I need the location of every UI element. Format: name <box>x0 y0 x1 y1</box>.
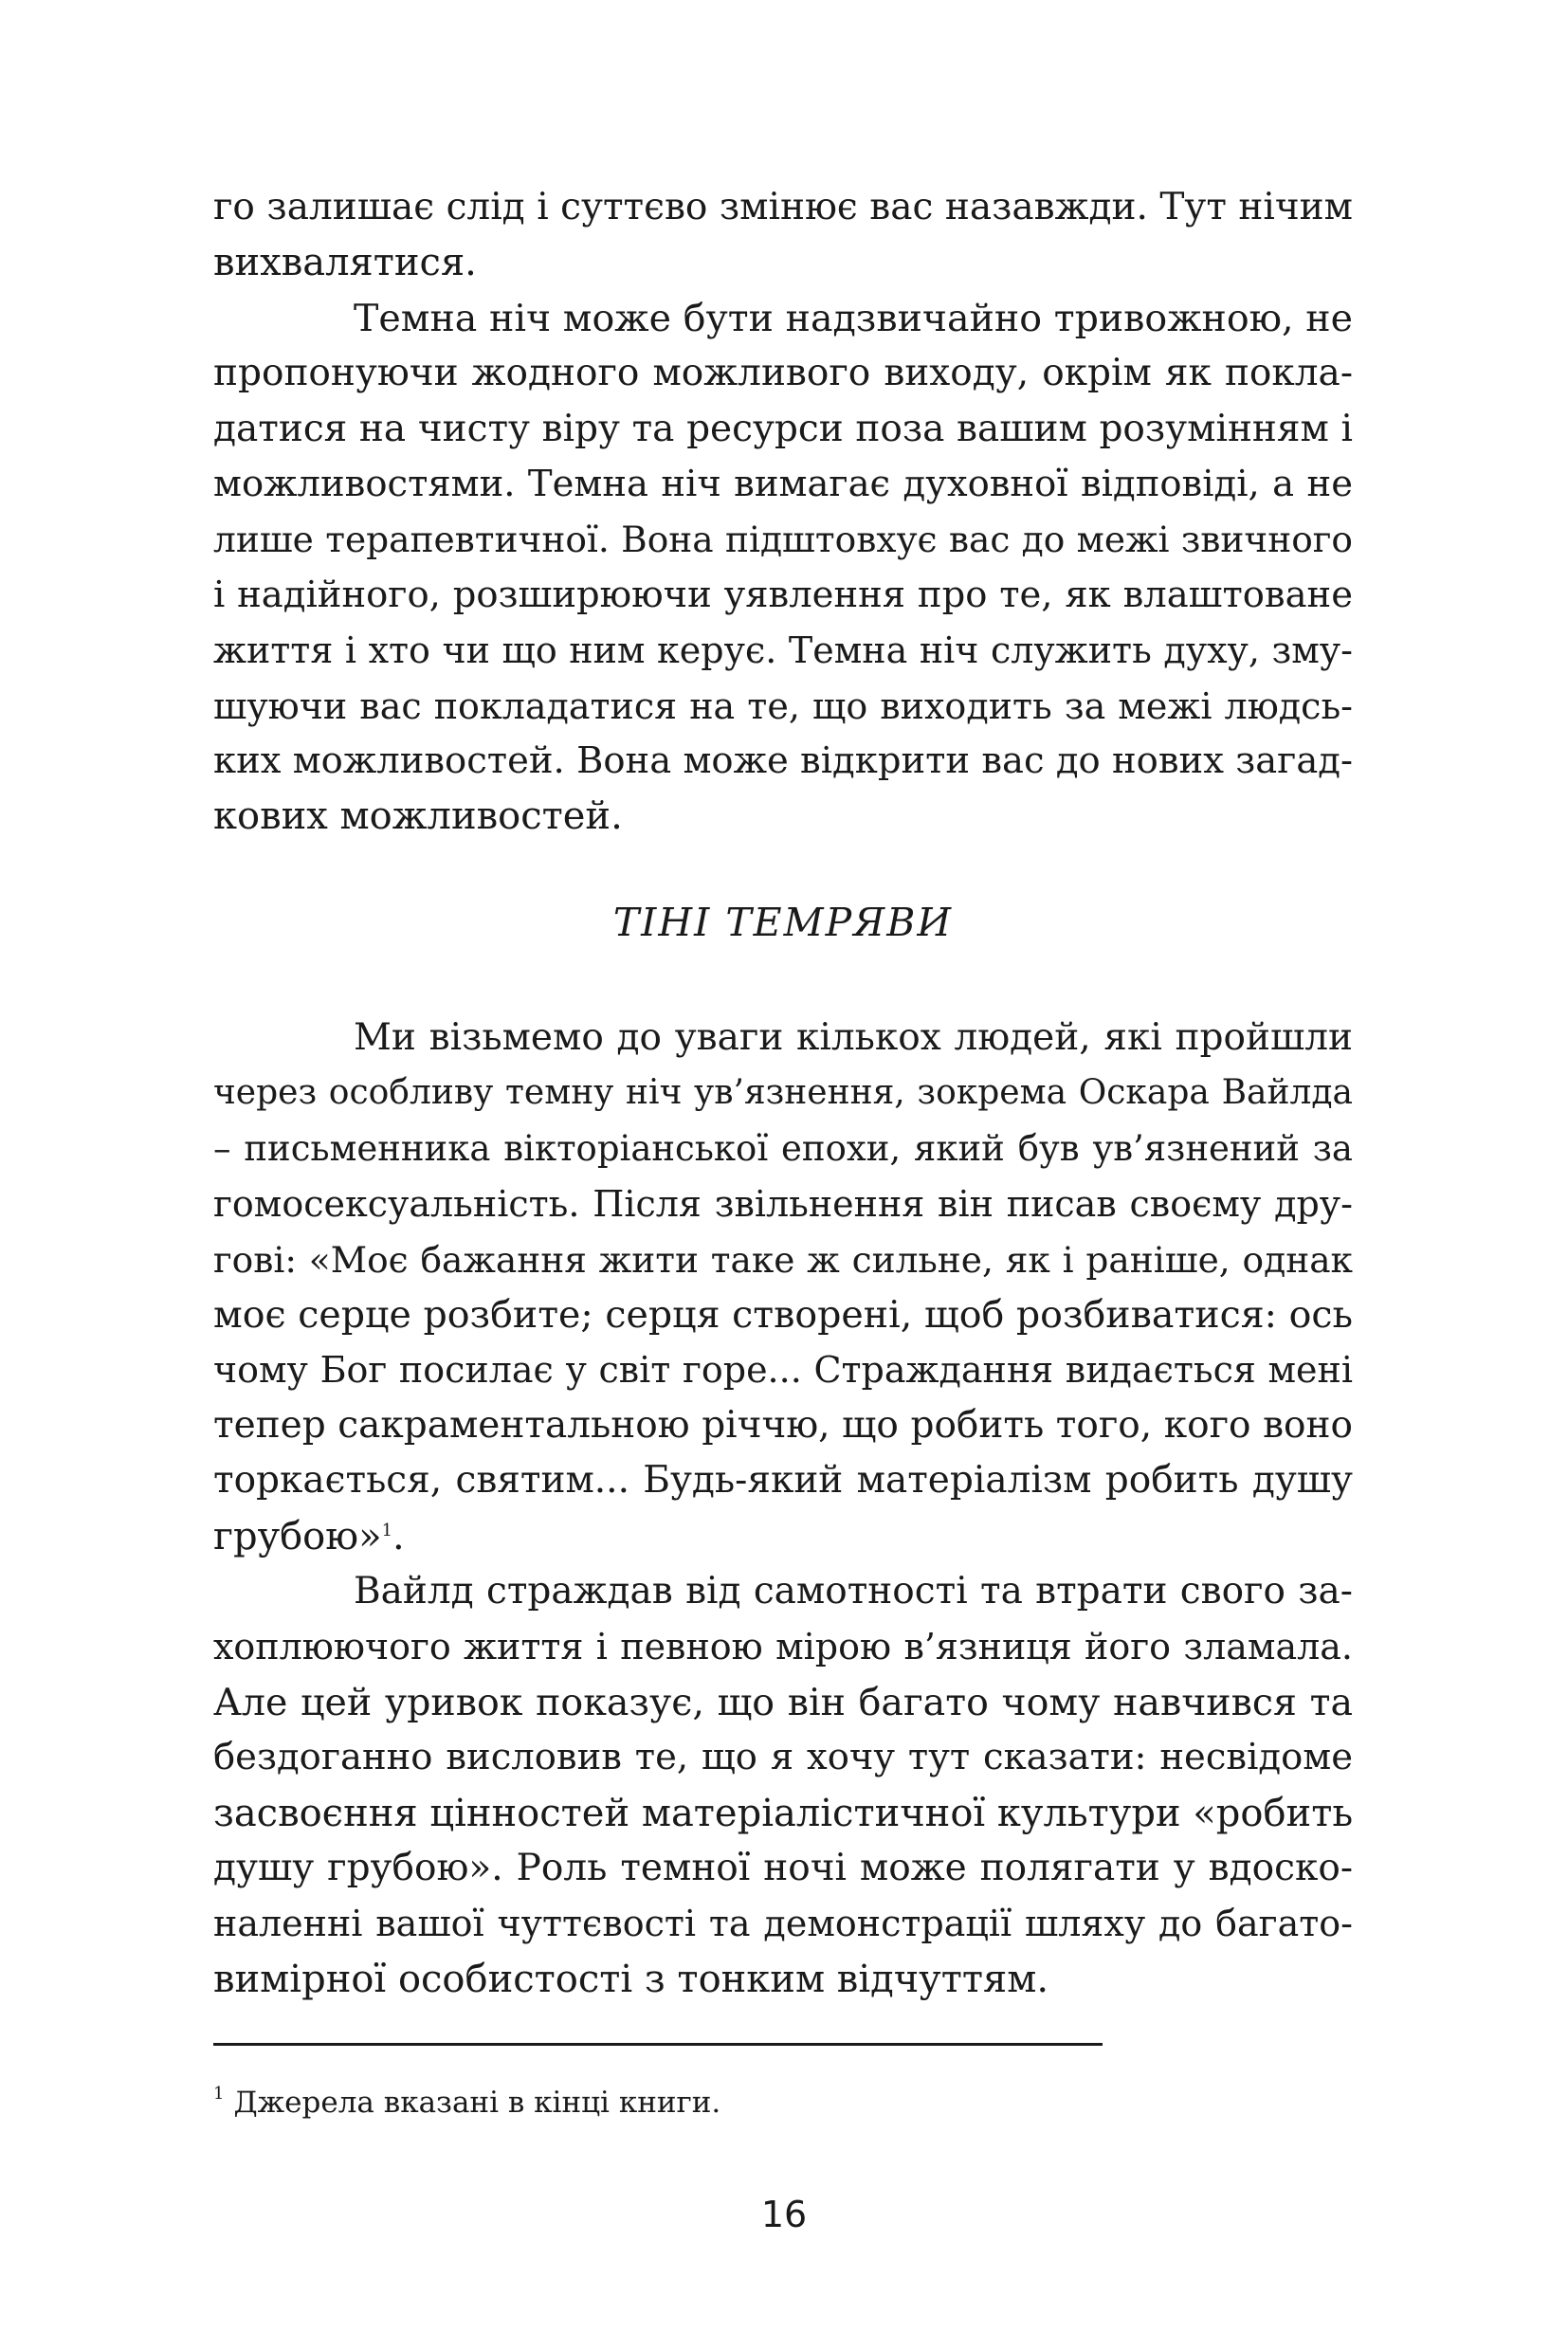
footnote-number: 1 <box>213 2084 225 2104</box>
text-line: можливостями. Темна ніч вимагає духовної відповіді, а не <box>213 462 1353 505</box>
text-line: торкається, святим... Будь-який матеріалізм робить душу <box>213 1459 1353 1503</box>
footnote <box>213 2084 720 2122</box>
text-line: Але цей уривок показує, що він багато чому навчився та <box>213 1680 1353 1724</box>
paragraph-wilde-quote <box>213 1011 1353 1564</box>
text-line: засвоєння цінностей матеріалістичної культури «робить <box>213 1791 1354 1835</box>
text-line: чому Бог посилає у світ горе... Страждання видається мені <box>213 1349 1353 1392</box>
text-line: кових можливостей. <box>213 794 623 839</box>
text-fragment: грубою» <box>213 1514 382 1558</box>
text-line: Вайлд страждав від самотності та втрати свого за- <box>354 1570 1353 1613</box>
text-line: бездоганно висловив те, що я хочу тут сказати: несвідоме <box>213 1736 1353 1779</box>
paragraph-wilde-suffering <box>213 1564 1353 2007</box>
text-line: моє серце розбите; серця створені, щоб розбиватися: ось <box>213 1292 1353 1337</box>
footnote-divider <box>213 2043 1103 2046</box>
text-line: і надійного, розширюючи уявлення про те, як влаштоване <box>213 573 1353 616</box>
text-line: го залишає слід і суттєво змінює вас назавжди. Тут нічим <box>213 186 1353 228</box>
text-line: лише терапевтичної. Вона підштовхує вас до межі звичного <box>213 519 1353 561</box>
text-line: тепер сакраментальною річчю, що робить того, кого воно <box>213 1403 1353 1447</box>
footnote-text: Джерела вказані в кінці книги. <box>233 2086 721 2120</box>
text-line: вихвалятися. <box>213 241 477 285</box>
text-line: через особливу темну ніч ув’язнення, зокрема Оскара Вайлда <box>213 1073 1353 1113</box>
text-line: наленні вашої чуттєвості та демонстрації шляху до багато- <box>213 1903 1353 1945</box>
page-number: 16 <box>760 2194 808 2235</box>
text-line: життя і хто чи що ним керує. Темна ніч служить духу, зму- <box>213 629 1353 672</box>
text-line: шуючи вас покладатися на те, що виходить за межі людсь- <box>213 684 1353 727</box>
text-line: гомосексуальність. Після звільнення він писав своєму дру- <box>213 1183 1353 1226</box>
text-line: – письменника вікторіанської епохи, який був ув’язнений за <box>213 1127 1353 1169</box>
text-line: хоплюючого життя і певною мірою в’язниця його зламала. <box>213 1626 1353 1668</box>
text-line: Ми візьмемо до уваги кількох людей, які пройшли <box>354 1016 1353 1059</box>
paragraph-dark-night <box>213 291 1353 845</box>
section-heading: ТІНІ ТЕМРЯВИ <box>612 900 954 945</box>
text-fragment: . <box>392 1514 405 1558</box>
text-line: датися на чисту віру та ресурси поза вашим розумінням і <box>213 407 1353 450</box>
text-line: Темна ніч може бути надзвичайно тривожною, не <box>354 296 1353 340</box>
text-line: ких можливостей. Вона може відкрити вас до нових загад- <box>213 738 1353 782</box>
text-line: вимірної особистості з тонким відчуттям. <box>213 1957 1049 2001</box>
text-line: гові: «Моє бажання жити таке ж сильне, як і раніше, однак <box>213 1238 1353 1281</box>
paragraph-continuation <box>213 180 1353 291</box>
text-line: пропонуючи жодного можливого виходу, окрім як покла- <box>213 352 1353 395</box>
text-line: душу грубою». Роль темної ночі може полягати у вдоско- <box>213 1846 1353 1889</box>
text-line-with-footnote <box>213 1509 1353 1564</box>
footnote-reference[interactable]: 1 <box>381 1520 393 1540</box>
